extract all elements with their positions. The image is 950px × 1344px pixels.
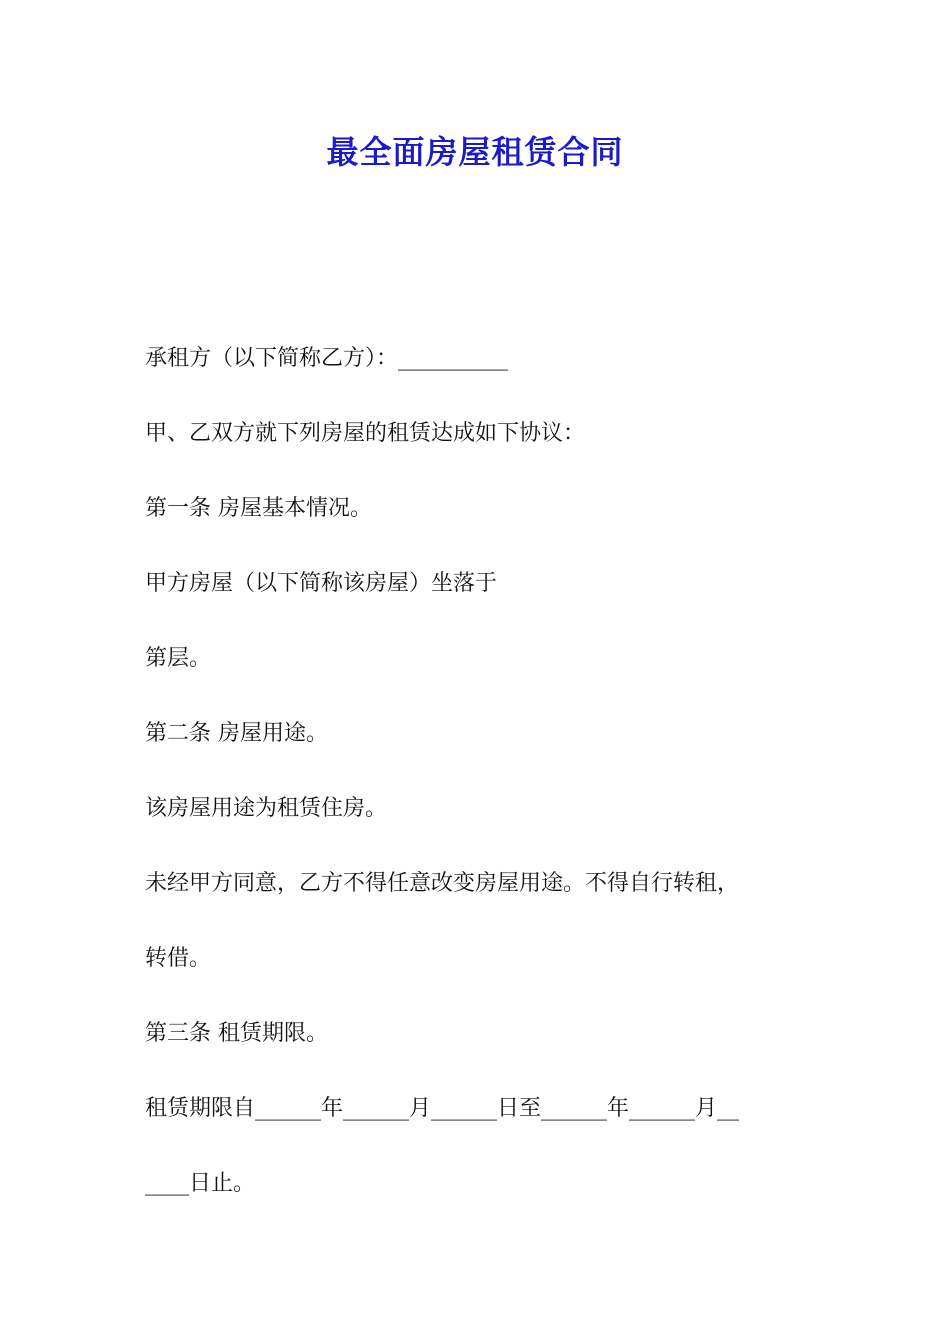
article-3-heading: 第三条 租赁期限。 bbox=[145, 1021, 328, 1046]
usage-restriction-continued: 转借。 bbox=[145, 946, 212, 971]
lease-term-line: 租赁期限自______年______月______日至______年______月__ bbox=[145, 1096, 740, 1121]
floor-line: 第层。 bbox=[145, 646, 212, 671]
house-usage-line: 该房屋用途为租赁住房。 bbox=[145, 796, 388, 821]
agreement-intro: 甲、乙双方就下列房屋的租赁达成如下协议： bbox=[145, 421, 586, 446]
article-2-heading: 第二条 房屋用途。 bbox=[145, 721, 328, 746]
article-1-heading: 第一条 房屋基本情况。 bbox=[145, 496, 372, 521]
lessee-line: 承租方（以下简称乙方）：__________ bbox=[145, 346, 509, 371]
house-location-line: 甲方房屋（以下简称该房屋）坐落于 bbox=[145, 571, 498, 596]
usage-restriction-line: 未经甲方同意，乙方不得任意改变房屋用途。不得自行转租， bbox=[145, 871, 740, 896]
lease-term-continued: ____日止。 bbox=[145, 1171, 256, 1196]
document-title: 最全面房屋租赁合同 bbox=[326, 133, 624, 171]
